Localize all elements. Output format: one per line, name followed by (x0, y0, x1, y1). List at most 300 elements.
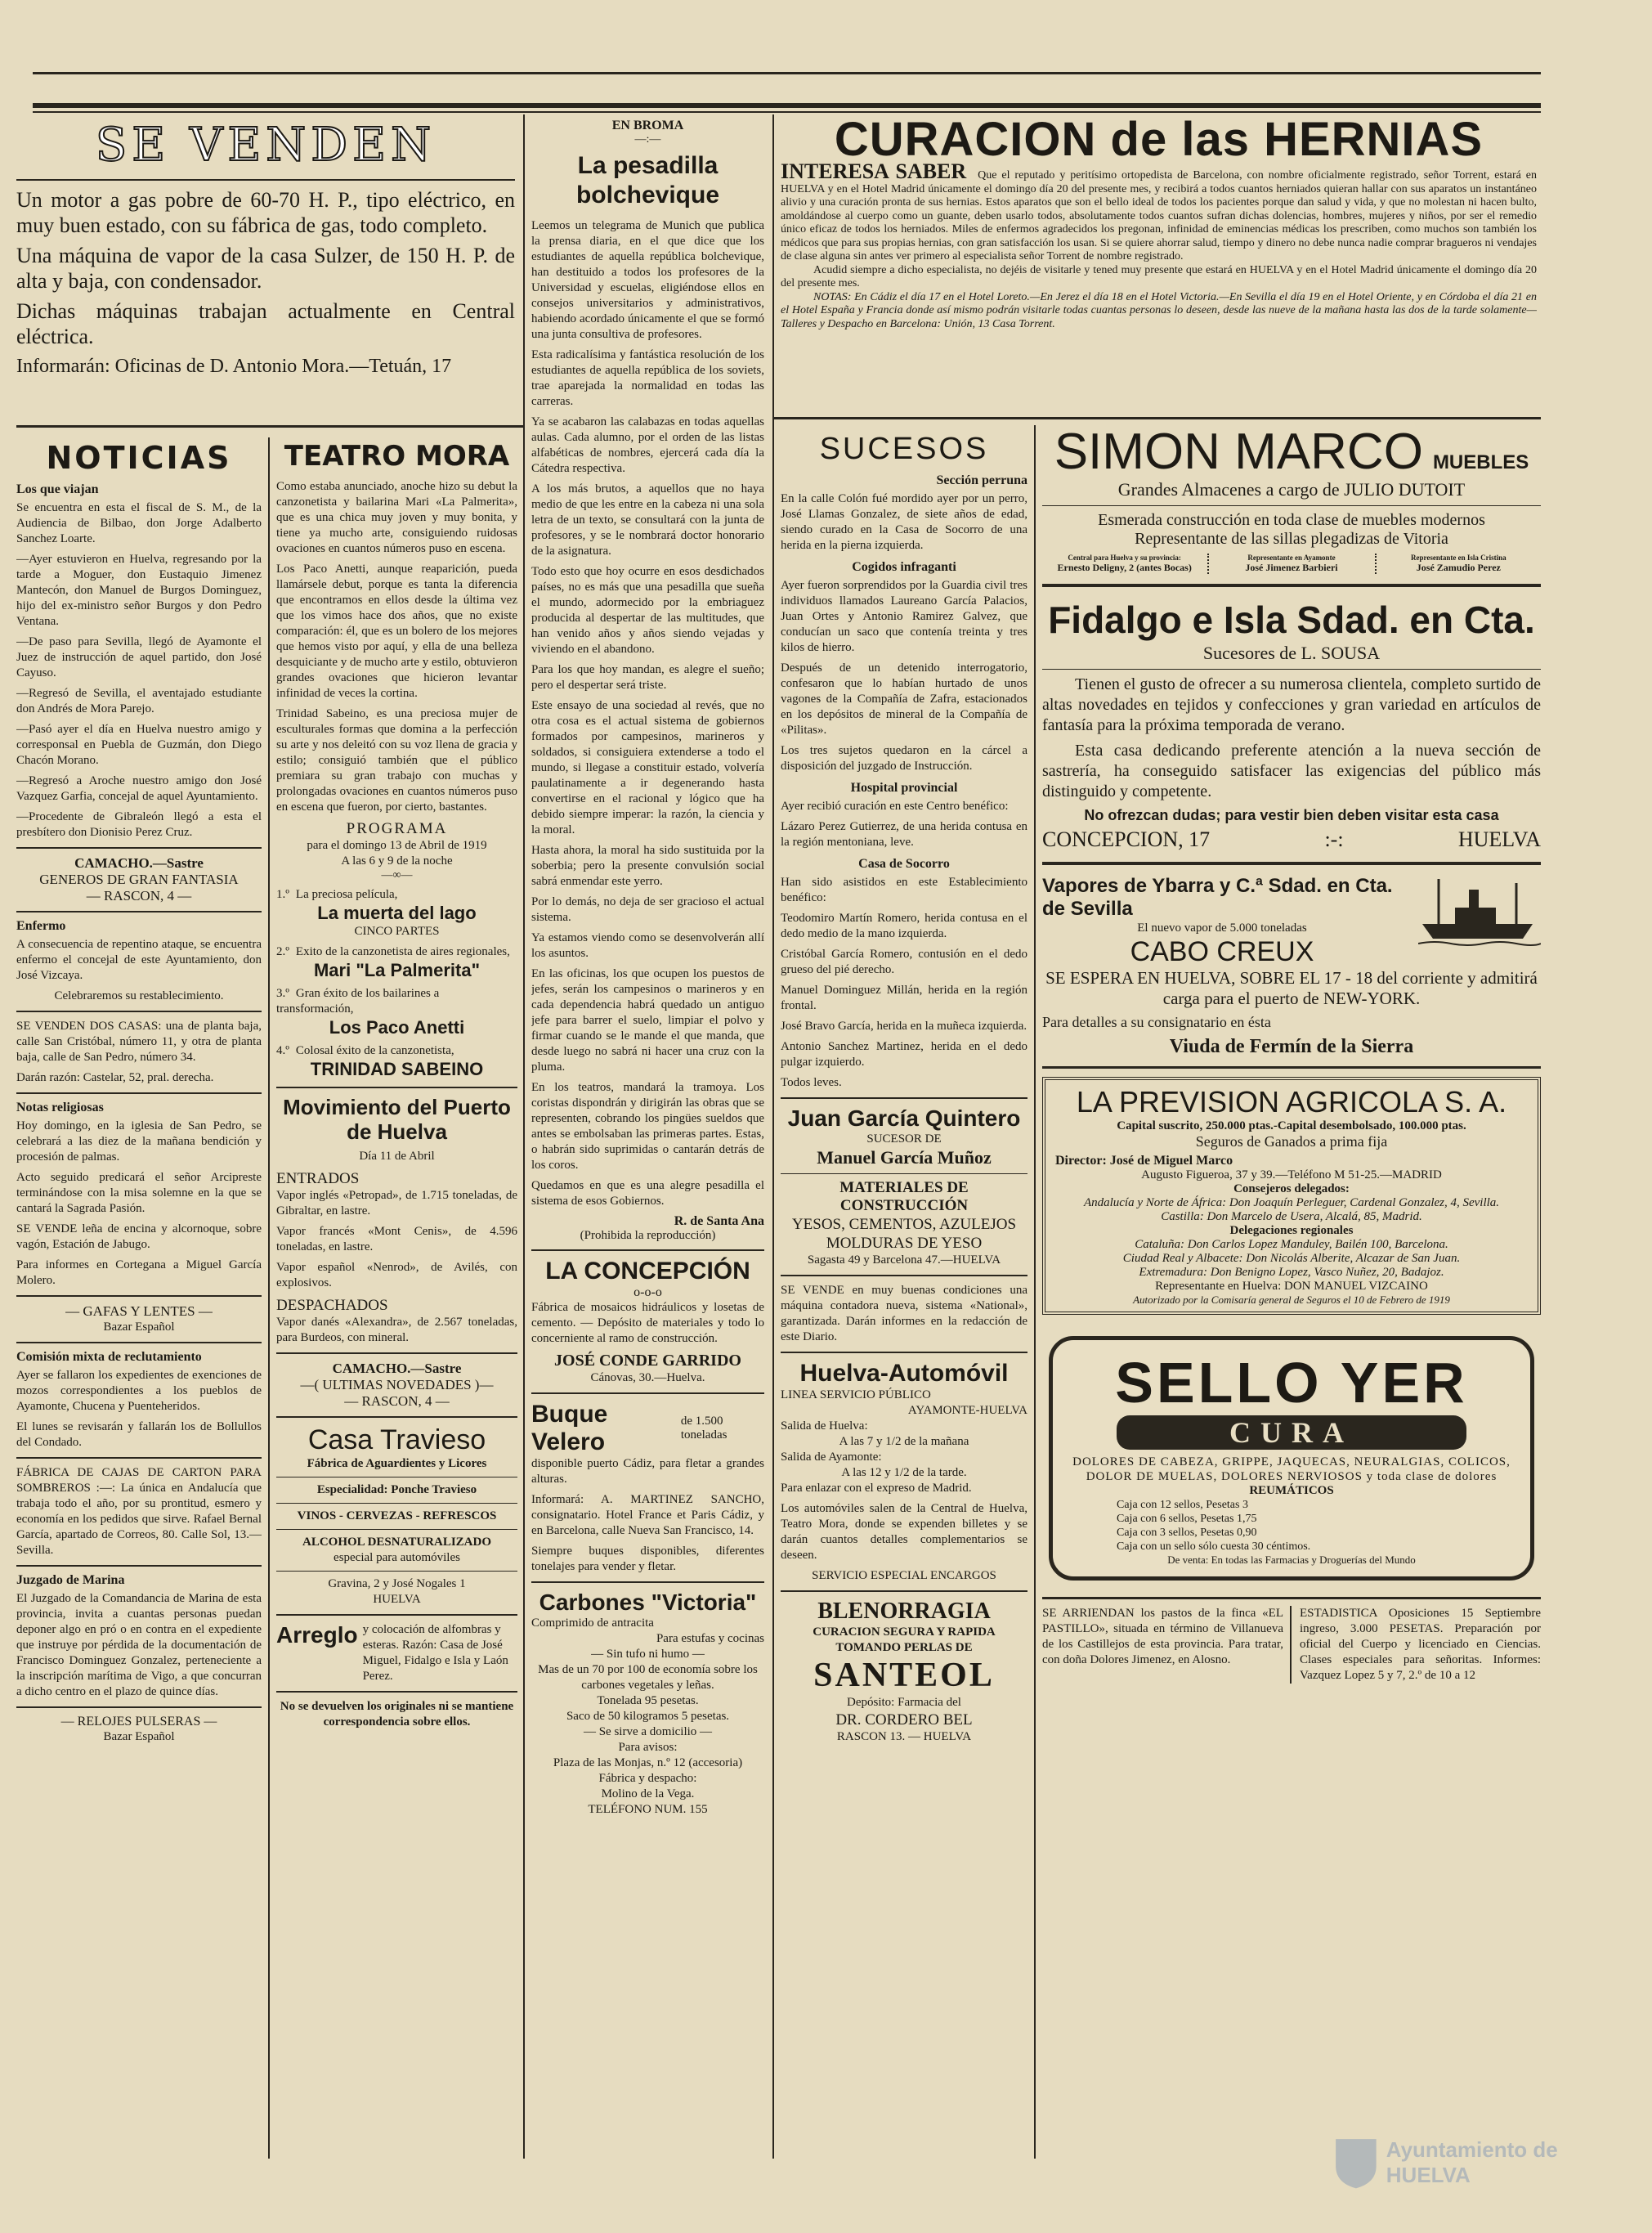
juzgado-head: Juzgado de Marina (16, 1573, 125, 1587)
automovil-l5: Salida de Ayamonte: (781, 1451, 882, 1464)
fidalgo-addr-a: CONCEPCION, 17 (1042, 827, 1211, 851)
quintero-sub: SUCESOR DE (866, 1132, 942, 1146)
socorro-item: Teodomiro Martín Romero, herida contusa en el dedo medio de la mano izquierda. (781, 912, 1027, 940)
sello-ad (1049, 1336, 1534, 1581)
en-broma-kicker: EN BROMA (611, 119, 684, 132)
sello-price: Caja con 12 sellos, Pesetas 3 (1117, 1499, 1248, 1511)
simon-l3: Representante de las sillas plegadizas de Vitoria (1135, 530, 1448, 548)
travieso-rule-d (276, 1571, 517, 1572)
se-venden-p3: Dichas máquinas trabajan actualmente en Central eléctrica. (16, 299, 515, 348)
camacho1-a: CAMACHO.—Sastre (74, 855, 204, 871)
sucesos-title: SUCESOS (819, 432, 989, 466)
buque-text2: Informará: A. MARTINEZ SANCHO, consignatario. Hotel France et Paris Cádiz, y en Barcelona, calle Nueva San Francisco, 14. (531, 1493, 764, 1537)
concepcion-mark: o-o-o (633, 1285, 662, 1299)
arreglo-text: y colocación de alfombras y esteras. Razón: Casa de José Miguel, Fidalgo e Isla y Laón Perez. (362, 1623, 508, 1683)
lena-text2: Para informes en Cortegana a Miguel García Molero. (16, 1258, 262, 1287)
en-broma-body (531, 218, 764, 1209)
automovil-l7: Para enlazar con el expreso de Madrid. (781, 1482, 972, 1495)
programa-sep: —∞— (381, 869, 413, 881)
arriendan-text: SE ARRIENDAN los pastos de la finca «EL PASTILLO», situada en término de Villanueva de los Castillejos de esta provincia. Para tratar, con doña Dolores Jimenez, en Alosno. (1042, 1606, 1292, 1684)
viajan-item: —Ayer estuvieron en Huelva, regresando por la tarde a Moguer, don Eustaquio Jimenez Mantecón, don Manuel de Burgos Dominguez, hijo del ex-ministro señor Burgos y don Pedro Ventana. (16, 553, 262, 628)
fidalgo-p2: Esta casa dedicando preferente atención a la nueva sección de sastrería, ha conseguido satisfacer las exigencias del público más distinguido y competente. (1042, 742, 1541, 800)
simon-rep-1 (1042, 554, 1207, 574)
programa-item (276, 1043, 517, 1080)
simon-r1-head: Central para Huelva y su provincia: (1068, 554, 1181, 562)
teatro-rule-4 (276, 1614, 517, 1616)
noticias-rule-9 (16, 1706, 262, 1708)
buque-title: Buque Velero (531, 1401, 608, 1455)
automovil-title: Huelva-Automóvil (799, 1360, 1009, 1387)
religiosas-head: Notas religiosas (16, 1101, 104, 1114)
programa-item-line (276, 887, 517, 903)
gafas-a: — GAFAS Y LENTES — (65, 1303, 213, 1319)
simon-rep-3 (1375, 554, 1541, 574)
programa-item-number: 4.º (276, 1044, 289, 1057)
programa-item-title: TRINIDAD SABEINO (310, 1059, 484, 1079)
noticias-rule-1 (16, 847, 262, 849)
carbones-title: Carbones "Victoria" (539, 1590, 757, 1615)
shield-icon (1332, 2130, 1380, 2195)
watermark (1332, 2126, 1602, 2199)
perruna-head: Sección perruna (936, 473, 1027, 487)
travieso-title: Casa Travieso (307, 1424, 486, 1455)
programa-item-text: Colosal éxito de la canzonetista, (295, 1044, 454, 1057)
noticias-rule-8 (16, 1565, 262, 1567)
prevision-l13: Autorizado por la Comisaría general de Seguros el 10 de Febrero de 1919 (1133, 1294, 1450, 1306)
noticias-column (16, 433, 262, 2150)
concepcion-owner: JOSÉ CONDE GARRIDO (554, 1352, 741, 1370)
right-rule-4 (1042, 1597, 1541, 1599)
noticias-rule-2 (16, 911, 262, 912)
socorro-item: José Bravo García, herida en la muñeca izquierda. (781, 1020, 1027, 1033)
carbones-l2: Para estufas y cocinas (656, 1632, 764, 1645)
column-rule-2 (772, 114, 774, 2159)
prevision-l6: Andalucía y Norte de África: Don Joaquín Perleguer, Cardenal Gonzalez, 4, Sevilla. (1083, 1196, 1500, 1209)
section-rule-right (772, 417, 1541, 419)
sucesos-rule-2 (781, 1275, 1027, 1276)
automovil-l6: A las 12 y 1/2 de la tarde. (841, 1466, 967, 1479)
sello-cura: CURA (1117, 1415, 1466, 1450)
buque-text: disponible puerto Cádiz, para fletar a grandes alturas. (531, 1457, 764, 1486)
en-broma-paragraph: Leemos un telegrama de Munich que publica la prensa diaria, en el que dice que los estudiantes de aquella república bolchevique, han destituido a todos los profesores de la Universidad y escuelas, eligiéndose ellos en consejos universitarios y administrativos, habiendo acordado únicamente el que se formó una junta consultiva de profesores. (531, 219, 764, 341)
hernias-p3: NOTAS: En Cádiz el día 17 en el Hotel Loreto.—En Jerez el día 18 en el Hotel Victoria.—En Sevilla el día 19 en el Hotel Oriente, y en Córdoba el día 21 en el Hotel España y Francia donde así mismo podrán visitarle todas cuantas personas lo deseen, desde las nueve de la mañana hasta las dos de la tarde solamente—Talleres y Despacho en Barcelona: Unión, 13 Casa Torrent. (781, 290, 1537, 330)
teatro-paragraph: Los Paco Anetti, aunque reaparición, pueda llamársele debut, porque es tanta la diferencia que encontramos en ellos desde la última vez que los vimos hace dos años, que no existe comparación: él, que es un bolero de los mejores que hemos visto por aquí, y ella de una belleza desquiciante y de mucho arte y estilo, obtuvieron grandes ovaciones que hicieron levantar infinidad de veces la cortina. (276, 563, 517, 700)
prevision-l10: Ciudad Real y Albacete: Don Nicolás Alberite, Alcazar de San Juan. (1122, 1252, 1461, 1265)
travieso-l4: ALCOHOL DESNATURALIZADO (302, 1536, 491, 1549)
quintero-l3: MOLDURAS DE YESO (826, 1235, 983, 1252)
programa-item-text: Gran éxito de los bailarines a transformación, (276, 987, 440, 1016)
puerto-d1: Vapor danés «Alexandra», de 2.567 toneladas, para Burdeos, con mineral. (276, 1316, 517, 1344)
teatro-rule-5 (276, 1691, 517, 1693)
carbones-l11: Molino de la Vega. (601, 1787, 695, 1800)
hernias-subtitle: INTERESA SABER (781, 159, 967, 183)
cogidos-text: Ayer fueron sorprendidos por la Guardia civil tres individuos llamados Laureano García Palacios, Juan Ortes y Antonio Ramirez Galvez, que conducían un saco que contenía treinta y tres kilos de hierro. (781, 579, 1027, 654)
carbones-l1: Comprimido de antracita (531, 1616, 654, 1630)
fidalgo-ad (1042, 597, 1541, 852)
simon-reps (1042, 554, 1541, 574)
hospital-head: Hospital provincial (850, 781, 958, 795)
comision-head: Comisión mixta de reclutamiento (16, 1350, 202, 1364)
relojes-a: — RELOJES PULSERAS — (60, 1715, 217, 1729)
sello-price: Caja con 6 sellos, Pesetas 1,75 (1117, 1513, 1257, 1525)
se-venden-p2: Una máquina de vapor de la casa Sulzer, de 150 H. P. de alta y baja, con condensador. (16, 244, 515, 293)
programa-item (276, 986, 517, 1038)
fidalgo-rule (1042, 669, 1541, 670)
enfermo-text2: Celebraremos su restablecimiento. (54, 989, 224, 1002)
se-venden-ad (16, 119, 515, 421)
sucesos-rule-1 (781, 1097, 1027, 1099)
teatro-rule-1 (276, 1087, 517, 1088)
cogidos-text2: Después de un detenido interrogatorio, confesaron que lo habían hurtado de unos vagones de la Compañía de Zafra, estacionados en los depósitos de mineral de la Compañía de «Pilitas». (781, 661, 1027, 737)
socorro-head: Casa de Socorro (858, 857, 950, 871)
noticias-title: NOTICIAS (46, 440, 232, 476)
vapores-l2: SE ESPERA EN HUELVA, SOBRE EL 17 - 18 del corriente y admitirá carga para el puerto de NEW-YORK. (1045, 968, 1538, 1008)
simon-r2-head: Representante en Ayamonte (1247, 554, 1336, 562)
noticias-rule-3 (16, 1011, 262, 1012)
sello-title: SELLO YER (1115, 1351, 1468, 1415)
teatro-body (276, 479, 517, 815)
automovil-l4: A las 7 y 1/2 de la mañana (839, 1435, 969, 1448)
concepcion-address: Cánovas, 30.—Huelva. (590, 1371, 705, 1384)
prevision-l7: Castilla: Don Marcelo de Usera, Alcalá, 85, Madrid. (1161, 1210, 1422, 1223)
fidalgo-p1: Tienen el gusto de ofrecer a su numerosa clientela, completo surtido de altas novedades en tejidos y confecciones y gran variedad en artículos de fantasía para la próxima temporada de verano. (1042, 675, 1541, 734)
vapores-title: Vapores de Ybarra y C.ª Sdad. en Cta. de Sevilla (1042, 875, 1393, 920)
programa-items (276, 887, 517, 1080)
automovil-l3: Salida de Huelva: (781, 1419, 868, 1433)
programa-item-line (276, 986, 517, 1017)
prevision-l1: Capital suscrito, 250.000 ptas.-Capital desembolsado, 100.000 ptas. (1117, 1119, 1466, 1132)
juzgado-text: El Juzgado de la Comandancia de Marina de esta provincia, invita a cuantas personas puedan deponer algo en pró o en contra en el expediente que instruye por pérdida de la documentación de Francisco Dominguez Gonzalez, perteneciente a la inscripción marítima de Vigo, a que concurran a dicho centro en el plazo de quince días. (16, 1592, 262, 1698)
quintero-l1: MATERIALES DE CONSTRUCCIÓN (839, 1179, 969, 1214)
hospital-text: Ayer recibió curación en este Centro benéfico: (781, 800, 1009, 813)
automovil-l1: LINEA SERVICIO PÚBLICO (781, 1388, 931, 1401)
sello-price: Caja con 3 sellos, Pesetas 0,90 (1117, 1527, 1257, 1539)
travieso-l7: HUELVA (373, 1593, 421, 1606)
travieso-rule-b (276, 1503, 517, 1504)
viajan-list (16, 500, 262, 841)
concepcion-rule (531, 1392, 764, 1394)
programa-item-line (276, 944, 517, 960)
concepcion-title: LA CONCEPCIÓN (545, 1258, 750, 1285)
sello-l3: De venta: En todas las Farmacias y Droguerías del Mundo (1167, 1554, 1416, 1566)
right-rule-1 (1042, 584, 1541, 587)
top-rule-2 (33, 103, 1541, 108)
bottom-ads (1042, 1606, 1541, 1688)
vapores-l1: El nuevo vapor de 5.000 toneladas (1137, 921, 1307, 935)
fidalgo-address (1042, 827, 1541, 852)
simon-r3-head: Representante en Isla Cristina (1411, 554, 1506, 562)
sucesos-rule-4 (781, 1590, 1027, 1592)
programa-item-text: La preciosa película, (295, 888, 398, 901)
viajan-item: Se encuentra en esta el fiscal de S. M., de la Audiencia de Bilbao, don Jorge Adalberto Sanchez Loarte. (16, 501, 262, 545)
travieso-rule-c (276, 1529, 517, 1530)
programa-item (276, 944, 517, 981)
programa-item-number: 3.º (276, 987, 289, 1000)
hernias-title: CURACION de las HERNIAS (834, 114, 1484, 166)
en-broma-paragraph: Quedamos en que es una alegre pesadilla el sistema de esos Gobiernos. (531, 1179, 764, 1208)
en-broma-paragraph: En los teatros, mandará la tramoya. Los coristas dispondrán y dirigirán las obras que se representen, cobrando los pingües sueldos que antes se embolsaban las primeras partes. Estas, o habrán sido suprimidas o cantarán detrás de los coros. (531, 1081, 764, 1172)
vapores-top (1042, 875, 1541, 968)
arreglo-ad (276, 1622, 517, 1684)
automovil-l9: SERVICIO ESPECIAL ENCARGOS (812, 1569, 996, 1582)
hernias-p1: Que el reputado y peritísimo ortopedista de Barcelona, con nombre oficialmente registrado, señor Torrent, estará en HUELVA y en el Hotel Madrid únicamente el domingo día 20 del presente mes, y recibirá a todos cuantos herniados quieran hallar con sus aparatos un instantáneo alivio y una curación pronta de sus hernias. Estos aparatos que son el bello ideal de todos los pacientes porque dan salud y vida, y que no molestan ni hacen bulto, amoldándose al cuerpo como un guante, deben usarlo todos, absolutamente todos cuantos sufran dichas dolencias, hombres, mujeres y niños, por ser el remedio único eficaz de todos los herniados. Miles de enfermos agradecidos los pregonan, infinidad de eminencias médicas los prescriben, como muchos son también los médicos que para sus propias hernias, con gran satisfacción los usan. Si se quiere ahorrar salud, tiempo y dinero no debe nunca nadie comprar bragueros ni vendajes de clase alguna sin antes ver primero al especialista señor Torrent de nombre registrado. (781, 169, 1537, 262)
puerto-e2: Vapor francés «Mont Cenis», de 4.596 toneladas, en lastre. (276, 1225, 517, 1253)
relojes-b: Bazar Español (103, 1730, 175, 1743)
vapores-text-block (1042, 875, 1402, 968)
religiosas-text2: Acto seguido predicará el señor Arcipreste terminándose con la misa solemne en la que se cantará la Sagrada Pasión. (16, 1171, 262, 1215)
en-broma-paragraph: Para los que hoy mandan, es alegre el sueño; pero el despertar será triste. (531, 663, 764, 692)
teatro-paragraph: Como estaba anunciado, anoche hizo su debut la canzonetista y bailarina Mari «La Palmerita», que es una chica muy joven y muy bonita, y tiene ya mucho arte, consiguiendo ruidosas ovaciones en cuantos números puso en escena. (276, 480, 517, 555)
simon-r3: José Zamudio Perez (1416, 562, 1501, 573)
en-broma-paragraph: Este ensayo de una sociedad al revés, que no otra cosa es el actual sistema de gobiernos formados por campesinos, marineros y soldados, si consiguiera extenderse a todo el mundo, si llegase a constituir estado, volvería paulatinamente a ir degenerando hasta convertirse en el racional y lógico que ha debido siempre imperar: la razón, la ciencia y la moral. (531, 699, 764, 836)
travieso-l2: Especialidad: Ponche Travieso (316, 1483, 477, 1496)
quintero-l4: Sagasta 49 y Barcelona 47.—HUELVA (807, 1253, 1001, 1267)
viajan-item: —Procedente de Gibraleón llegó a esta el presbítero don Dionisio Perez Cruz. (16, 810, 262, 839)
noticias-rule-4 (16, 1092, 262, 1094)
watermark-text: Ayuntamiento de HUELVA (1386, 2137, 1558, 2187)
socorro-end: Todos leves. (781, 1076, 842, 1089)
en-broma-paragraph: En las oficinas, los que ocupen los puestos de jefes, serán los campesinos o marineros y en cada dependencia habrá quedado un antiguo jefe para barrer el suelo, limpiar el polvo y firmar cuando se le mande el que manda, que desde luego no sabrá ni hacer una cruz con la pluma. (531, 967, 764, 1074)
comision-text2: El lunes se revisarán y fallarán los de Bollullos del Condado. (16, 1420, 262, 1449)
section-rule-left (16, 425, 523, 428)
perruna-text: En la calle Colón fué mordido ayer por un perro, José Llamas Gonzalez, de siete años de edad, siendo curado en la Casa de Socorro de una herida en la pierna izquierda. (781, 492, 1027, 552)
socorro-text: Han sido asistidos en este Establecimiento benéfico: (781, 876, 1027, 904)
en-broma-paragraph: Ya se acabaron las calabazas en todas aquellas aulas. Cada alumno, por el orden de las listas alfabéticas de nombres, ejercerá cada día la Cátedra respectiva. (531, 415, 764, 475)
column-rule-1 (523, 114, 525, 2159)
hernias-p2: Acudid siempre a dicho especialista, no dejéis de visitarle y tened muy presente que estará en HUELVA y en el Hotel Madrid únicamente el domingo día 20 del presente mes. (781, 263, 1537, 289)
vapores-ad (1042, 875, 1541, 1058)
camacho2-c: — RASCON, 4 — (344, 1393, 450, 1409)
steamship-icon (1418, 875, 1541, 948)
socorro-item: Cristóbal García Romero, contusión en el dedo grueso del pié derecho. (781, 948, 1027, 976)
concepcion-text: Fábrica de mosaicos hidráulicos y losetas de cemento. — Depósito de materiales y todo lo concerniente al ramo de construcción. (531, 1301, 764, 1345)
right-rule-3 (1042, 1066, 1541, 1069)
camacho1-b: GENEROS DE GRAN FANTASIA (39, 872, 239, 887)
carbones-l9: Plaza de las Monjas, n.º 12 (accesoria) (553, 1756, 743, 1769)
fabrica-text: FÁBRICA DE CAJAS DE CARTON PARA SOMBREROS :—: La única en Andalucía que trabaja todo el año, por su prontitud, esmero y economía en los pedidos que sirve. Rafael Bernal García, apartado de Correos, 80. Calle Sol, 13.—Sevilla. (16, 1466, 262, 1557)
fidalgo-addr-b: :-: (1324, 827, 1344, 851)
dos-casas2: Darán razón: Castelar, 52, pral. derecha. (16, 1071, 214, 1084)
programa-item (276, 887, 517, 939)
right-column (1042, 425, 1541, 2150)
sello-l1: DOLORES DE CABEZA, GRIPPE, JAQUECAS, NEURALGIAS, COLICOS, DOLOR DE MUELAS, DOLORES NERVIOSOS y toda clase de dolores (1072, 1455, 1511, 1483)
puerto-despachados: DESPACHADOS (276, 1297, 388, 1314)
simon-r2: José Jimenez Barbieri (1245, 562, 1338, 573)
carbones-l4: Mas de un 70 por 100 de economía sobre los carbones vegetales y leñas. (538, 1663, 758, 1692)
travieso-l6: Gravina, 2 y José Nogales 1 (328, 1577, 466, 1590)
simon-l2: Esmerada construcción en toda clase de muebles modernos (1098, 511, 1485, 529)
carbones-l10: Fábrica y despacho: (598, 1772, 697, 1785)
prevision-l3: Director: José de Miguel Marco (1055, 1154, 1233, 1168)
programa-date: para el domingo 13 de Abril de 1919 (307, 839, 487, 852)
socorro-item: Antonio Sanchez Martinez, herida en el dedo pulgar izquierdo. (781, 1040, 1027, 1069)
se-venden-title: SE VENDEN (95, 119, 437, 172)
programa-item-text: Exito de la canzonetista de aires regionales, (295, 945, 510, 958)
carbones-l12: TELÉFONO NUM. 155 (588, 1803, 708, 1816)
column-rule-4 (268, 437, 270, 2159)
carbones-l8: Para avisos: (618, 1741, 678, 1754)
vapores-l3: Para detalles a su consignatario en ésta (1042, 1014, 1271, 1030)
enfermo-head: Enfermo (16, 919, 66, 933)
fidalgo-p3: No ofrezcan dudas; para vestir bien deben visitar esta casa (1084, 807, 1499, 823)
en-broma-note: (Prohibida la reproducción) (580, 1229, 716, 1242)
fidalgo-addr-c: HUELVA (1457, 827, 1541, 851)
programa-item-title: Los Paco Anetti (329, 1017, 465, 1038)
teatro-column (276, 433, 517, 2150)
hernias-body (781, 159, 1537, 331)
blenorragia-l3: Depósito: Farmacia del (847, 1696, 961, 1709)
buque-text3: Siempre buques disponibles, diferentes tonelajes para vender y fletar. (531, 1545, 764, 1573)
camacho2-b: —( ULTIMAS NOVEDADES )— (300, 1377, 494, 1392)
programa-head: PROGRAMA (346, 820, 448, 837)
maquina-text: SE VENDE en muy buenas condiciones una máquina contadora nueva, sistema «National», garantizada. Darán informes en la redacción de este Diario. (781, 1284, 1027, 1343)
sello-prices (1117, 1498, 1515, 1554)
programa-item-title: Mari "La Palmerita" (313, 960, 481, 980)
fidalgo-sub: Sucesores de L. SOUSA (1202, 643, 1381, 663)
buque-tonnage: de 1.500 toneladas (680, 1415, 728, 1442)
en-broma-paragraph: A los más brutos, a aquellos que no haya medio de que les entre en la cabeza ni una sola letra de un texto, se consultará con la junta de profesores, y se le nombrará doctor honorario de la asignatura. (531, 482, 764, 558)
en-broma-paragraph: Hasta ahora, la moral ha sido sustituida por la soberbia; pero la presente convulsión social sabrá enmendar este yerro. (531, 844, 764, 888)
quintero-title: Juan García Quintero (787, 1105, 1021, 1131)
sello-l2: REUMÁTICOS (1249, 1484, 1334, 1497)
vapores-ship: CABO CREUX (1130, 936, 1314, 967)
en-broma-signature: R. de Santa Ana (674, 1214, 764, 1228)
prevision-title: LA PREVISION AGRICOLA S. A. (1076, 1085, 1507, 1119)
en-broma-paragraph: Ya estamos viendo como se desenvolverán allí los asuntos. (531, 931, 764, 960)
blenorragia-l1: CURACION SEGURA Y RAPIDA (813, 1625, 996, 1639)
simon-muebles: MUEBLES (1432, 451, 1529, 473)
hospital-text2: Lázaro Perez Gutierrez, de una herida contusa en la región mentoniana, leve. (781, 820, 1027, 849)
teatro-rule-3 (276, 1416, 517, 1418)
prevision-l5: Consejeros delegados: (1233, 1182, 1350, 1195)
top-rule-3 (33, 111, 1541, 113)
carbones-l5: Tonelada 95 pesetas. (597, 1694, 699, 1707)
automovil-l2: AYAMONTE-HUELVA (907, 1404, 1027, 1417)
puerto-title: Movimiento del Puerto de Huelva (283, 1095, 511, 1144)
programa-item-title: La muerta del lago (317, 903, 477, 923)
prevision-l9: Cataluña: Don Carlos Lopez Manduley, Bailén 100, Barcelona. (1135, 1238, 1448, 1251)
vapores-l4: Viuda de Fermín de la Sierra (1169, 1036, 1414, 1057)
teatro-rule-2 (276, 1352, 517, 1354)
se-venden-p4: Informarán: Oficinas de D. Antonio Mora.—Tetuán, 17 (16, 356, 452, 377)
simon-l1: Grandes Almacenes a cargo de JULIO DUTOIT (1117, 479, 1466, 500)
estadistica-text: ESTADISTICA Oposiciones 15 Septiembre ingreso, 3.000 PESETAS. Preparación por oficial del Cuerpo y licenciado en Ciencias. Clases especiales para señoritas. Informes: Vazquez Lopez 5 y 7, 2.º de 10 a 12 (1300, 1607, 1541, 1682)
top-rule-1 (33, 72, 1541, 74)
religiosas-text: Hoy domingo, en la iglesia de San Pedro, se celebrará a las diez de la mañana bendición y procesión de palmas. (16, 1119, 262, 1164)
no-devuelven: No se devuelven los originales ni se mantiene correspondencia sobre ellos. (280, 1700, 514, 1729)
hernias-ad (781, 114, 1537, 413)
camacho2-a: CAMACHO.—Sastre (332, 1361, 462, 1376)
right-rule-2 (1042, 862, 1541, 865)
viajan-item: —De paso para Sevilla, llegó de Ayamonte el Juez de instrucción de aquel partido, don José Cayuso. (16, 635, 262, 679)
en-broma-paragraph: Esta radicalísima y fantástica resolución de los estudiantes de aquella república de los soviets, trae aparejada la normalidad en todas las carreras. (531, 348, 764, 408)
blenorragia-l2: TOMANDO PERLAS DE (835, 1641, 973, 1654)
dos-casas: SE VENDEN DOS CASAS: una de planta baja, calle San Cristóbal, número 11, y otra de planta baja, calle de San Pedro, número 34. (16, 1020, 262, 1064)
automovil-l8: Los automóviles salen de la Central de Huelva, Teatro Mora, donde se expenden billetes y se darán cuantos detalles complementarios se deseen. (781, 1502, 1027, 1562)
teatro-title: TEATRO MORA (284, 440, 510, 473)
en-broma-paragraph: Por lo demás, no deja de ser gracioso el actual sistema. (531, 895, 764, 924)
viajan-item: —Regresó de Sevilla, el aventajado estudiante don Andrés de Mora Parejo. (16, 687, 262, 715)
noticias-rule-5 (16, 1295, 262, 1297)
carbones-l6: Saco de 50 kilogramos 5 pesetas. (566, 1710, 730, 1723)
en-broma-mark: —:— (634, 133, 661, 146)
en-broma-paragraph: Todo esto que hoy ocurre en esos desdichados países, no es más que una pesadilla que sueña el mundo, adormecido por la embriaguez producida al despertar de las multitudes, que han venido años y años siendo vejadas y viviendo en el abandono. (531, 565, 764, 656)
se-venden-rule (16, 179, 515, 181)
travieso-l1: Fábrica de Aguardientes y Licores (307, 1457, 487, 1470)
simon-rep-2 (1207, 554, 1373, 574)
gafas-b: Bazar Español (103, 1321, 175, 1334)
puerto-entrados: ENTRADOS (276, 1170, 360, 1187)
blenorragia-title: BLENORRAGIA (817, 1599, 991, 1624)
sucesos-rule-3 (781, 1352, 1027, 1353)
viajan-item: —Regresó a Aroche nuestro amigo don José Vazquez Garfia, concejal de aquel Ayuntamiento. (16, 774, 262, 803)
simon-rule-1 (1042, 505, 1541, 506)
noticias-rule-7 (16, 1457, 262, 1459)
prevision-ad (1042, 1077, 1541, 1315)
puerto-e3: Vapor español «Nenrod», de Avilés, con explosivos. (276, 1261, 517, 1289)
puerto-date: Día 11 de Abril (359, 1150, 435, 1163)
buque-rule (531, 1581, 764, 1583)
programa-item-sub: CINCO PARTES (354, 925, 440, 938)
en-broma-title: La pesadilla bolchevique (575, 152, 720, 209)
camacho1-c: — RASCON, 4 — (86, 888, 192, 904)
socorro-list (781, 911, 1027, 1070)
viajan-item: —Pasó ayer el día en Huelva nuestro amigo y corresponsal en Puebla de Guzmán, don Diego Chacón Morano. (16, 723, 262, 767)
prevision-l11: Extremadura: Don Benigno Lopez, Vasco Nuñez, 20, Badajoz. (1139, 1266, 1444, 1279)
quintero-rule (781, 1173, 1027, 1174)
en-broma-column (531, 119, 764, 2146)
simon-title: SIMON MARCO (1054, 425, 1423, 480)
programa-time: A las 6 y 9 de la noche (341, 854, 453, 868)
en-broma-rule (531, 1249, 764, 1251)
cogidos-head: Cogidos infraganti (852, 560, 956, 574)
programa-item-number: 1.º (276, 888, 289, 901)
sello-price: Caja con un sello sólo cuesta 30 céntimos. (1117, 1540, 1311, 1553)
puerto-e1: Vapor inglés «Petropad», de 1.715 toneladas, de Gibraltar, en lastre. (276, 1189, 517, 1217)
travieso-l3: VINOS - CERVEZAS - REFRESCOS (297, 1509, 497, 1522)
fidalgo-title: Fidalgo e Isla Sdad. en Cta. (1048, 599, 1535, 641)
prevision-l12: Representante en Huelva: DON MANUEL VIZCAINO (1155, 1280, 1428, 1293)
prevision-l4: Augusto Figueroa, 37 y 39.—Teléfono M 51-25.—MADRID (1141, 1168, 1442, 1182)
blenorragia-l4: DR. CORDERO BEL (835, 1711, 973, 1729)
prevision-l8: Delegaciones regionales (1229, 1224, 1354, 1237)
quintero-name: Manuel García Muñoz (817, 1147, 992, 1168)
comision-text: Ayer se fallaron los expedientes de exenciones de mozos correspondientes a los pueblos de Ayamonte, Chucena y Puenteheridos. (16, 1369, 262, 1413)
noticias-rule-6 (16, 1342, 262, 1343)
simon-ad (1042, 425, 1541, 574)
prevision-l2: Seguros de Ganados a prima fija (1195, 1133, 1388, 1150)
arreglo-title: Arreglo (276, 1622, 358, 1648)
programa-item-number: 2.º (276, 945, 289, 958)
simon-r1: Ernesto Deligny, 2 (antes Bocas) (1057, 562, 1192, 573)
carbones-l7: — Se sirve a domicilio — (583, 1725, 713, 1738)
viajan-head: Los que viajan (16, 482, 99, 496)
teatro-paragraph: Trinidad Sabeino, es una preciosa mujer de esculturales formas que domina a la perfección su arte y nos deleitó con su voz llena de gracia y estilo; consiguió también que el público premiara su gran trabajo con muchas y prolongadas ovaciones en cuantos números puso en escena que fueron, por cierto, bastantes. (276, 707, 517, 814)
cogidos-text3: Los tres sujetos quedaron en la cárcel a disposición del juzgado de Instrucción. (781, 744, 1027, 773)
blenorragia-brand: SANTEOL (813, 1657, 995, 1694)
se-venden-p1: Un motor a gas pobre de 60-70 H. P., tipo eléctrico, en muy buen estado, con su fábrica de gas, todo completo. (16, 188, 515, 237)
lena-text: SE VENDE leña de encina y alcornoque, sobre vagón, Estación de Jabugo. (16, 1222, 262, 1251)
sucesos-column (781, 425, 1027, 2150)
buque-header (531, 1401, 764, 1456)
programa-item-line (276, 1043, 517, 1059)
quintero-l2: YESOS, CEMENTOS, AZULEJOS (791, 1216, 1017, 1233)
column-rule-3 (1034, 425, 1036, 2159)
simon-title-row (1042, 425, 1541, 479)
blenorragia-l5: RASCON 13. — HUELVA (836, 1730, 972, 1743)
carbones-l3: — Sin tufo ni humo — (591, 1648, 705, 1661)
socorro-item: Manuel Dominguez Millán, herida en la región frontal. (781, 984, 1027, 1012)
